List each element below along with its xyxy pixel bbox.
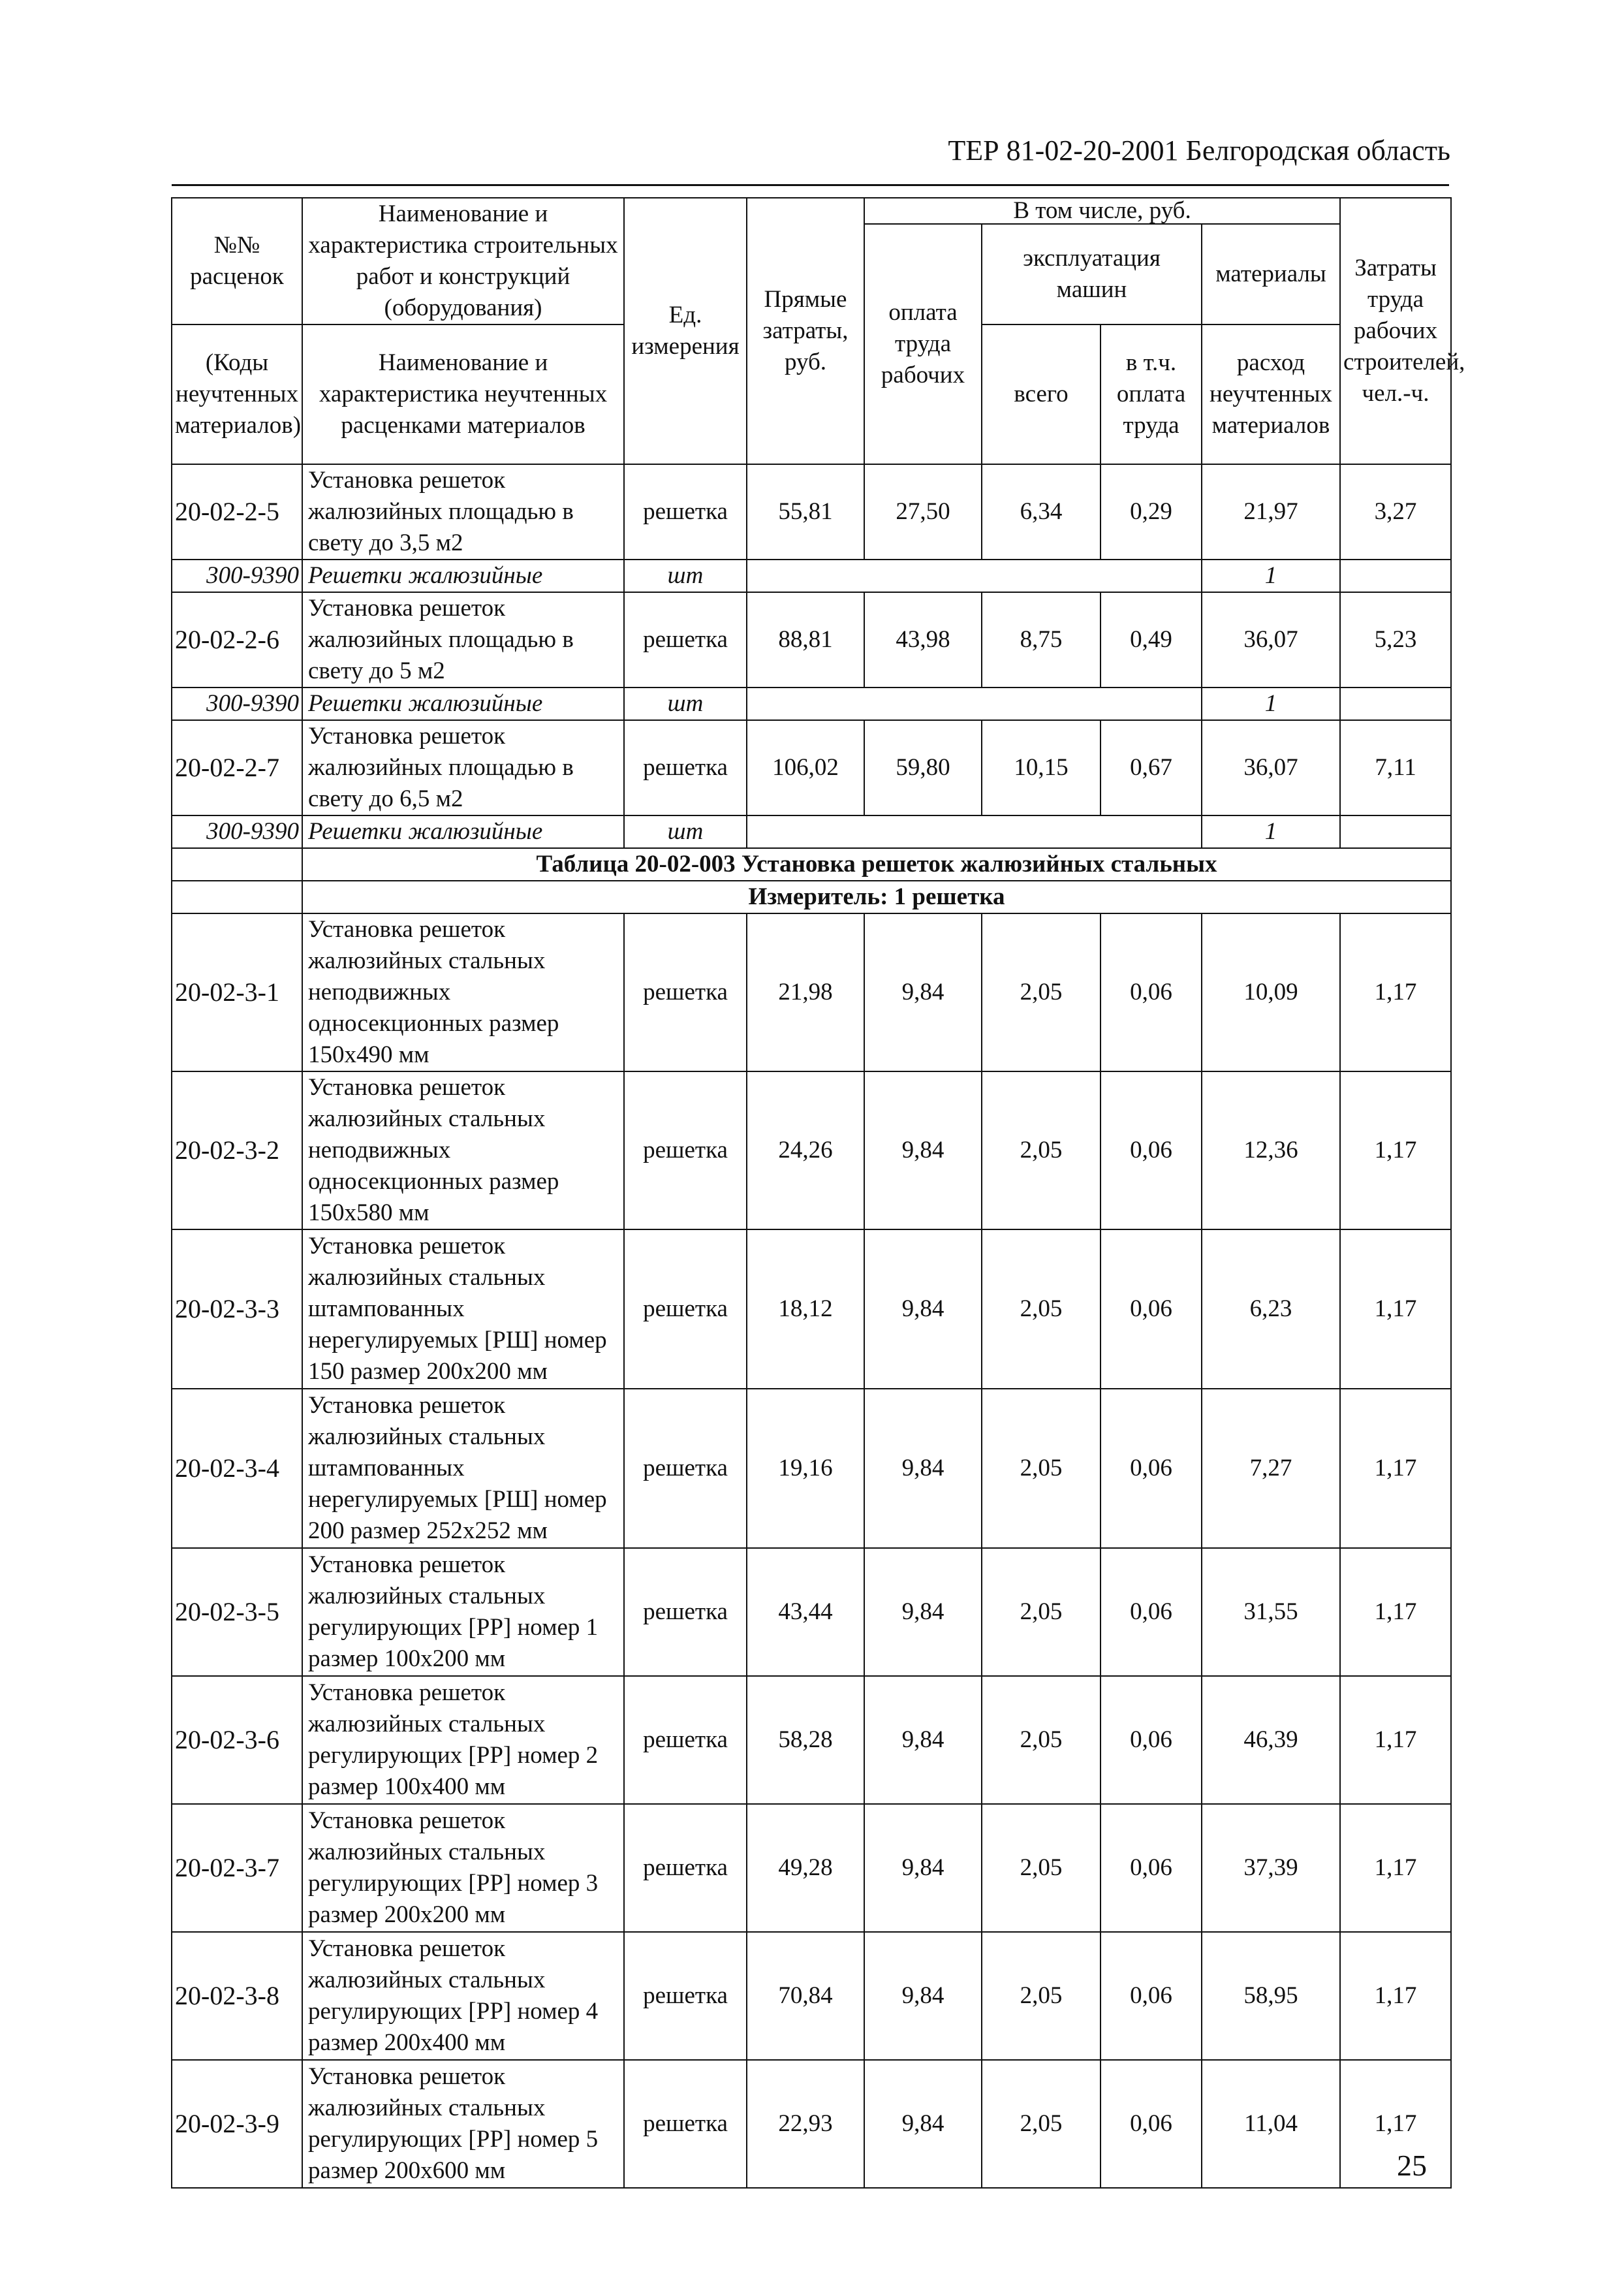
cell-machines-pay: 0,06 bbox=[1101, 1932, 1202, 2060]
material-row bbox=[172, 560, 1451, 592]
header-unit: Ед. измерения bbox=[624, 198, 747, 464]
cell-direct: 19,16 bbox=[747, 1389, 864, 1548]
cell-materials: 36,07 bbox=[1202, 592, 1340, 688]
cell-machines: 2,05 bbox=[982, 1932, 1101, 2060]
cell-labor-pay: 9,84 bbox=[864, 1932, 982, 2060]
cell-labor: 1,17 bbox=[1340, 1932, 1451, 2060]
header-name-materials: Наименование и характеристика неучтенных расценками материалов bbox=[302, 324, 624, 464]
header-rule bbox=[172, 184, 1449, 186]
cell-labor: 5,23 bbox=[1340, 592, 1451, 688]
header-direct-costs: Прямые затраты, руб. bbox=[747, 198, 864, 464]
cell-code: 20-02-2-5 bbox=[172, 464, 302, 560]
cell-materials: 10,09 bbox=[1202, 913, 1340, 1071]
cell-labor: 1,17 bbox=[1340, 1676, 1451, 1804]
material-empty bbox=[747, 560, 1202, 592]
cell-code: 20-02-3-2 bbox=[172, 1071, 302, 1229]
cell-labor: 7,11 bbox=[1340, 720, 1451, 815]
cell-direct: 49,28 bbox=[747, 1804, 864, 1932]
rates-table bbox=[171, 197, 1465, 2189]
header-labor-cost: Затраты труда рабочих строителей, чел.-ч. bbox=[1340, 198, 1451, 464]
cell-machines-pay: 0,06 bbox=[1101, 1229, 1202, 1389]
cell-name: Установка решеток жалюзийных площадью в свету до 3,5 м2 bbox=[302, 464, 624, 560]
cell-materials: 12,36 bbox=[1202, 1071, 1340, 1229]
header-material-consumption: расход неучтенных материалов bbox=[1202, 324, 1340, 464]
table-row bbox=[172, 1389, 1451, 1548]
cell-direct: 88,81 bbox=[747, 592, 864, 688]
cell-machines: 10,15 bbox=[982, 720, 1101, 815]
cell-machines-pay: 0,49 bbox=[1101, 592, 1202, 688]
cell-name: Установка решеток жалюзийных стальных неподвижных односекционных размер 150х580 мм bbox=[302, 1071, 624, 1229]
cell-labor-pay: 9,84 bbox=[864, 1804, 982, 1932]
cell-code: 20-02-2-6 bbox=[172, 592, 302, 688]
table-row bbox=[172, 2060, 1451, 2188]
cell-machines-pay: 0,06 bbox=[1101, 1548, 1202, 1676]
table-row bbox=[172, 1071, 1451, 1229]
material-qty: 1 bbox=[1202, 560, 1340, 592]
cell-code: 20-02-3-6 bbox=[172, 1676, 302, 1804]
table-row bbox=[172, 1804, 1451, 1932]
cell-machines: 2,05 bbox=[982, 1071, 1101, 1229]
material-code: 300-9390 bbox=[172, 560, 302, 592]
material-unit: шт bbox=[624, 560, 747, 592]
header-machines: эксплуатация машин bbox=[982, 224, 1202, 324]
cell-labor-pay: 9,84 bbox=[864, 1389, 982, 1548]
cell-name: Установка решеток жалюзийных стальных регулирующих [РР] номер 3 размер 200х200 мм bbox=[302, 1804, 624, 1932]
material-name: Решетки жалюзийные bbox=[302, 560, 624, 592]
cell-machines: 2,05 bbox=[982, 1229, 1101, 1389]
material-name: Решетки жалюзийные bbox=[302, 815, 624, 848]
material-row bbox=[172, 688, 1451, 720]
cell-direct: 24,26 bbox=[747, 1071, 864, 1229]
material-empty bbox=[1340, 815, 1451, 848]
cell-machines-pay: 0,06 bbox=[1101, 2060, 1202, 2188]
cell-materials: 21,97 bbox=[1202, 464, 1340, 560]
header-name: Наименование и характеристика строительных работ и конструкций (оборудования) bbox=[302, 198, 624, 324]
cell-machines-pay: 0,06 bbox=[1101, 913, 1202, 1071]
cell-labor: 1,17 bbox=[1340, 1804, 1451, 1932]
cell-direct: 22,93 bbox=[747, 2060, 864, 2188]
cell-materials: 31,55 bbox=[1202, 1548, 1340, 1676]
cell-unit: решетка bbox=[624, 592, 747, 688]
cell-unit: решетка bbox=[624, 464, 747, 560]
cell-code: 20-02-3-8 bbox=[172, 1932, 302, 2060]
cell-code: 20-02-3-4 bbox=[172, 1389, 302, 1548]
cell-direct: 106,02 bbox=[747, 720, 864, 815]
cell-machines: 2,05 bbox=[982, 2060, 1101, 2188]
cell-direct: 18,12 bbox=[747, 1229, 864, 1389]
table-row bbox=[172, 720, 1451, 815]
material-empty bbox=[747, 815, 1202, 848]
header-materials: материалы bbox=[1202, 224, 1340, 324]
cell-direct: 58,28 bbox=[747, 1676, 864, 1804]
cell-direct: 55,81 bbox=[747, 464, 864, 560]
cell-unit: решетка bbox=[624, 1804, 747, 1932]
cell-unit: решетка bbox=[624, 1229, 747, 1389]
cell-unit: решетка bbox=[624, 913, 747, 1071]
cell-name: Установка решеток жалюзийных стальных штампованных нерегулируемых [РШ] номер 200 размер 252х252 мм bbox=[302, 1389, 624, 1548]
cell-name: Установка решеток жалюзийных стальных регулирующих [РР] номер 4 размер 200х400 мм bbox=[302, 1932, 624, 2060]
material-code: 300-9390 bbox=[172, 688, 302, 720]
cell-name: Установка решеток жалюзийных площадью в свету до 5 м2 bbox=[302, 592, 624, 688]
material-empty bbox=[1340, 688, 1451, 720]
cell-name: Установка решеток жалюзийных стальных регулирующих [РР] номер 1 размер 100х200 мм bbox=[302, 1548, 624, 1676]
document-header: ТЕР 81-02-20-2001 Белгородская область bbox=[948, 134, 1450, 166]
cell-name: Установка решеток жалюзийных стальных регулирующих [РР] номер 5 размер 200х600 мм bbox=[302, 2060, 624, 2188]
cell-labor-pay: 59,80 bbox=[864, 720, 982, 815]
cell-labor-pay: 9,84 bbox=[864, 2060, 982, 2188]
cell-machines: 2,05 bbox=[982, 1676, 1101, 1804]
material-row bbox=[172, 815, 1451, 848]
material-qty: 1 bbox=[1202, 688, 1340, 720]
cell-machines: 2,05 bbox=[982, 913, 1101, 1071]
section-unit: Измеритель: 1 решетка bbox=[302, 881, 1451, 913]
page-number: 25 bbox=[1397, 2149, 1427, 2182]
cell-name: Установка решеток жалюзийных стальных неподвижных односекционных размер 150х490 мм bbox=[302, 913, 624, 1071]
cell-materials: 11,04 bbox=[1202, 2060, 1340, 2188]
cell-machines-pay: 0,06 bbox=[1101, 1676, 1202, 1804]
cell-unit: решетка bbox=[624, 1932, 747, 2060]
cell-direct: 43,44 bbox=[747, 1548, 864, 1676]
table-header-row bbox=[172, 198, 1451, 224]
cell-name: Установка решеток жалюзийных стальных регулирующих [РР] номер 2 размер 100х400 мм bbox=[302, 1676, 624, 1804]
cell-unit: решетка bbox=[624, 720, 747, 815]
table-row bbox=[172, 1229, 1451, 1389]
header-machines-pay: в т.ч. оплата труда bbox=[1101, 324, 1202, 464]
section-unit-row bbox=[172, 881, 1451, 913]
cell-direct: 70,84 bbox=[747, 1932, 864, 2060]
header-number: №№ расценок bbox=[172, 198, 302, 324]
cell-machines-pay: 0,67 bbox=[1101, 720, 1202, 815]
cell-labor-pay: 9,84 bbox=[864, 1548, 982, 1676]
cell-labor: 1,17 bbox=[1340, 1389, 1451, 1548]
header-including: В том числе, руб. bbox=[864, 198, 1340, 224]
cell-code: 20-02-2-7 bbox=[172, 720, 302, 815]
table-row bbox=[172, 913, 1451, 1071]
cell-unit: решетка bbox=[624, 1676, 747, 1804]
cell-labor: 1,17 bbox=[1340, 1071, 1451, 1229]
cell-unit: решетка bbox=[624, 1071, 747, 1229]
cell-labor-pay: 27,50 bbox=[864, 464, 982, 560]
section-empty bbox=[172, 881, 302, 913]
cell-unit: решетка bbox=[624, 1389, 747, 1548]
material-unit: шт bbox=[624, 688, 747, 720]
material-name: Решетки жалюзийные bbox=[302, 688, 624, 720]
material-qty: 1 bbox=[1202, 815, 1340, 848]
cell-labor-pay: 9,84 bbox=[864, 1229, 982, 1389]
table-row bbox=[172, 464, 1451, 560]
cell-labor-pay: 43,98 bbox=[864, 592, 982, 688]
cell-name: Установка решеток жалюзийных площадью в свету до 6,5 м2 bbox=[302, 720, 624, 815]
cell-materials: 58,95 bbox=[1202, 1932, 1340, 2060]
cell-labor-pay: 9,84 bbox=[864, 1676, 982, 1804]
cell-labor: 1,17 bbox=[1340, 1548, 1451, 1676]
cell-materials: 46,39 bbox=[1202, 1676, 1340, 1804]
cell-machines: 8,75 bbox=[982, 592, 1101, 688]
cell-machines-pay: 0,06 bbox=[1101, 1389, 1202, 1548]
cell-materials: 36,07 bbox=[1202, 720, 1340, 815]
header-labor-pay: оплата труда рабочих bbox=[864, 224, 982, 464]
header-machines-total: всего bbox=[982, 324, 1101, 464]
cell-code: 20-02-3-9 bbox=[172, 2060, 302, 2188]
cell-code: 20-02-3-7 bbox=[172, 1804, 302, 1932]
cell-labor: 1,17 bbox=[1340, 1229, 1451, 1389]
section-title: Таблица 20-02-003 Установка решеток жалюзийных стальных bbox=[302, 848, 1451, 881]
cell-code: 20-02-3-3 bbox=[172, 1229, 302, 1389]
cell-unit: решетка bbox=[624, 1548, 747, 1676]
table-row bbox=[172, 1548, 1451, 1676]
cell-labor: 1,17 bbox=[1340, 2060, 1451, 2188]
cell-code: 20-02-3-1 bbox=[172, 913, 302, 1071]
cell-labor: 1,17 bbox=[1340, 913, 1451, 1071]
cell-direct: 21,98 bbox=[747, 913, 864, 1071]
cell-materials: 37,39 bbox=[1202, 1804, 1340, 1932]
cell-machines: 6,34 bbox=[982, 464, 1101, 560]
material-unit: шт bbox=[624, 815, 747, 848]
header-codes: (Коды неучтенных материалов) bbox=[172, 324, 302, 464]
section-title-row bbox=[172, 848, 1451, 881]
cell-materials: 6,23 bbox=[1202, 1229, 1340, 1389]
cell-machines: 2,05 bbox=[982, 1804, 1101, 1932]
material-empty bbox=[1340, 560, 1451, 592]
material-empty bbox=[747, 688, 1202, 720]
cell-labor-pay: 9,84 bbox=[864, 1071, 982, 1229]
cell-machines-pay: 0,29 bbox=[1101, 464, 1202, 560]
cell-name: Установка решеток жалюзийных стальных штампованных нерегулируемых [РШ] номер 150 размер 200х200 мм bbox=[302, 1229, 624, 1389]
cell-machines-pay: 0,06 bbox=[1101, 1071, 1202, 1229]
cell-machines-pay: 0,06 bbox=[1101, 1804, 1202, 1932]
cell-labor: 3,27 bbox=[1340, 464, 1451, 560]
cell-unit: решетка bbox=[624, 2060, 747, 2188]
cell-machines: 2,05 bbox=[982, 1389, 1101, 1548]
table-row bbox=[172, 1932, 1451, 2060]
cell-labor-pay: 9,84 bbox=[864, 913, 982, 1071]
table-row bbox=[172, 592, 1451, 688]
section-empty bbox=[172, 848, 302, 881]
cell-machines: 2,05 bbox=[982, 1548, 1101, 1676]
cell-materials: 7,27 bbox=[1202, 1389, 1340, 1548]
table-row bbox=[172, 1676, 1451, 1804]
cell-code: 20-02-3-5 bbox=[172, 1548, 302, 1676]
material-code: 300-9390 bbox=[172, 815, 302, 848]
